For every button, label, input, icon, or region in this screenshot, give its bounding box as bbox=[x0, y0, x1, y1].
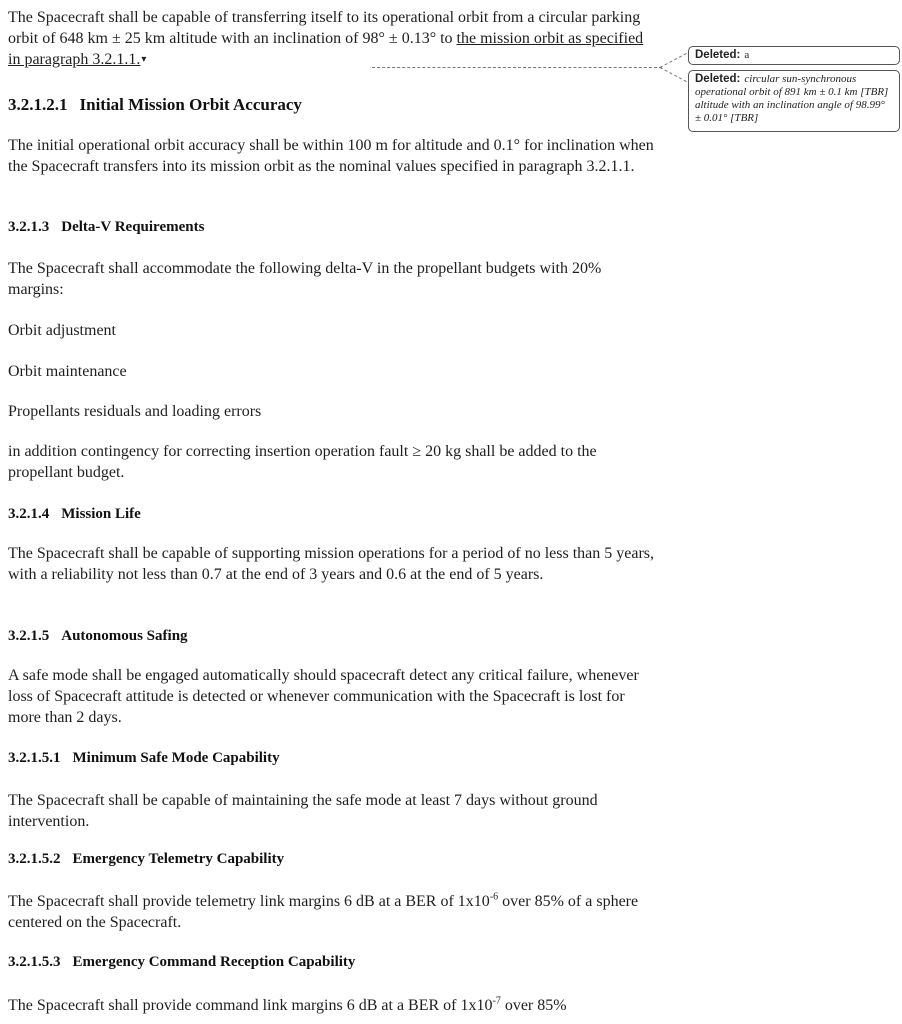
paragraph-orbit-transfer bbox=[8, 7, 658, 70]
comment-balloon-deleted-1[interactable] bbox=[688, 46, 900, 65]
heading-3-2-1-5-3 bbox=[8, 954, 355, 971]
comment-leader-line-upper bbox=[660, 53, 687, 68]
paragraph-delta-v: The Spacecraft shall accommodate the following delta-V in the propellant budgets with 20% margins: bbox=[8, 260, 602, 298]
heading-number: 3.2.1.3 bbox=[8, 219, 50, 235]
list-item-orbit-adjustment: Orbit adjustment bbox=[8, 322, 116, 339]
heading-number: 3.2.1.4 bbox=[8, 506, 50, 522]
heading-3-2-1-3 bbox=[8, 219, 204, 236]
heading-title: Emergency Command Reception Capability bbox=[72, 954, 356, 970]
paragraph-contingency: in addition contingency for correcting insertion operation fault ≥ 20 kg shall be added to the propellant budget. bbox=[8, 443, 597, 481]
heading-number: 3.2.1.5 bbox=[8, 628, 50, 644]
comment-deleted-text: circular sun-synchronous operational orbit of 891 km ± 0.1 km [TBR] altitude with an inclination angle of 98.99° ± 0.01° [TBR] bbox=[695, 73, 889, 124]
heading-number: 3.2.1.5.3 bbox=[8, 954, 61, 970]
insertion-caret-icon: ▾ bbox=[141, 54, 147, 65]
comment-tag: Deleted: bbox=[695, 73, 741, 85]
heading-title: Mission Life bbox=[61, 506, 141, 522]
heading-title: Autonomous Safing bbox=[61, 628, 188, 644]
comment-deleted-text: a bbox=[744, 49, 750, 61]
list-item-orbit-maintenance: Orbit maintenance bbox=[8, 363, 127, 380]
list-item-propellant-residuals: Propellants residuals and loading errors bbox=[8, 403, 262, 420]
paragraph-autonomous-safing: A safe mode shall be engaged automatically should spacecraft detect any critical failure, whenever loss of Spacecraft attitude is detected or whenever communication with the Spacecraft is lost for more than 2 days. bbox=[8, 667, 639, 726]
heading-3-2-1-2-1 bbox=[8, 95, 302, 115]
heading-title: Emergency Telemetry Capability bbox=[72, 851, 285, 867]
command-exponent: -7 bbox=[492, 995, 501, 1007]
heading-3-2-1-4 bbox=[8, 506, 141, 523]
heading-number: 3.2.1.2.1 bbox=[8, 95, 68, 114]
comment-leader-line-lower bbox=[660, 67, 687, 82]
orbit-transfer-text: The Spacecraft shall be capable of transferring itself to its operational orbit from a circular parking orbit of 648 km ± 25 km altitude with an inclination of 98° ± 0.13° to bbox=[8, 9, 641, 47]
heading-number: 3.2.1.5.1 bbox=[8, 750, 61, 766]
heading-3-2-1-5-1 bbox=[8, 750, 280, 767]
heading-title: Delta-V Requirements bbox=[61, 219, 205, 235]
telemetry-text: The Spacecraft shall provide telemetry link margins 6 dB at a BER of 1x10 bbox=[8, 893, 490, 910]
heading-title: Minimum Safe Mode Capability bbox=[72, 750, 280, 766]
telemetry-text-cont: over 85% of a sphere centered on the Spacecraft. bbox=[8, 893, 639, 931]
paragraph-orbit-accuracy: The initial operational orbit accuracy shall be within 100 m for altitude and 0.1° for inclination when the Spacecraft transfers into its mission orbit as the nominal values specified in paragraph 3.2.1.1. bbox=[8, 137, 654, 175]
paragraph-safe-mode: The Spacecraft shall be capable of maintaining the safe mode at least 7 days without ground intervention. bbox=[8, 792, 598, 830]
comment-leader-line bbox=[372, 67, 662, 68]
paragraph-mission-life: The Spacecraft shall be capable of supporting mission operations for a period of no less than 5 years, with a reliability not less than 0.7 at the end of 3 years and 0.6 at the end of 5 years. bbox=[8, 545, 655, 583]
heading-number: 3.2.1.5.2 bbox=[8, 851, 61, 867]
comment-balloon-deleted-2[interactable] bbox=[688, 70, 900, 132]
telemetry-exponent: -6 bbox=[489, 891, 499, 903]
paragraph-command-reception bbox=[8, 995, 658, 1016]
comment-tag: Deleted: bbox=[695, 49, 741, 61]
paragraph-telemetry bbox=[8, 891, 658, 933]
inserted-text: the mission orbit as specified in paragraph 3.2.1.1. bbox=[8, 30, 644, 68]
command-text-cont: over 85% bbox=[500, 997, 567, 1014]
command-text: The Spacecraft shall provide command link margins 6 dB at a BER of 1x10 bbox=[8, 997, 493, 1014]
heading-title: Initial Mission Orbit Accuracy bbox=[79, 95, 302, 114]
heading-3-2-1-5-2 bbox=[8, 851, 284, 868]
heading-3-2-1-5 bbox=[8, 628, 188, 645]
